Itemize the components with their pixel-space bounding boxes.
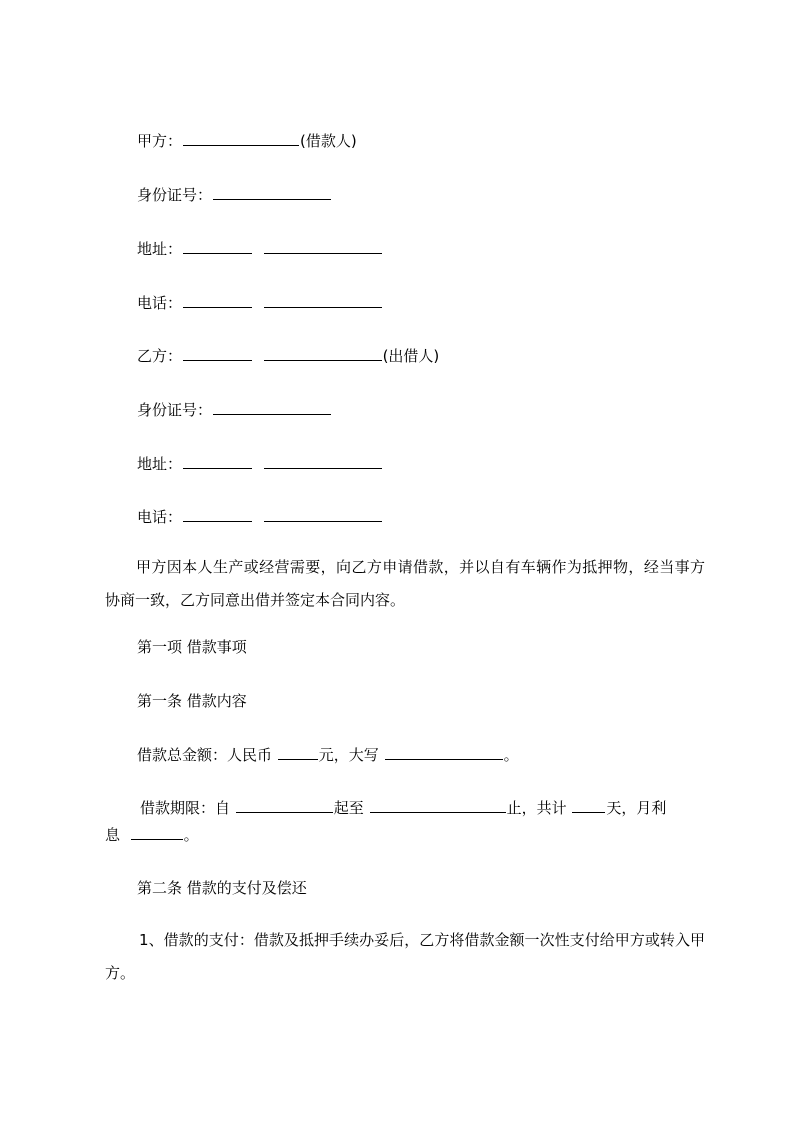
loan-term-line-2: [105, 825, 199, 845]
loan-amount-line: [137, 745, 519, 765]
party-b-phone-line: [137, 507, 383, 527]
loan-term-days-field[interactable]: [572, 798, 605, 813]
loan-term-from-suffix: 起至: [333, 799, 364, 817]
party-a-id-field[interactable]: [213, 185, 331, 200]
party-a-address-field-2[interactable]: [264, 239, 382, 254]
party-a-line: [137, 131, 357, 151]
party-a-phone-line: [137, 293, 383, 313]
party-b-id-line: [137, 400, 332, 420]
article-2-title: 第二条 借款的支付及偿还: [137, 879, 307, 897]
section-1-title: 第一项 借款事项: [137, 638, 247, 656]
party-a-address-field-1[interactable]: [183, 239, 252, 254]
party-a-id-line: [137, 185, 332, 205]
loan-term-to-suffix: 止，共计: [506, 799, 567, 817]
party-b-address-line: [137, 454, 383, 474]
loan-term-end: 。: [183, 826, 199, 844]
loan-term-line-1: [140, 798, 666, 818]
party-b-role: (出借人): [382, 347, 440, 365]
loan-amount-field[interactable]: [278, 745, 318, 760]
party-b-line: [137, 346, 439, 366]
party-a-name-field[interactable]: [183, 131, 299, 146]
party-b-address-field-1[interactable]: [183, 454, 252, 469]
loan-amount-end: 。: [503, 746, 519, 764]
intro-paragraph: 甲方因本人生产或经营需要，向乙方申请借款，并以自有车辆作为抵押物，经当事方协商一致，乙方同意出借并签定本合同内容。: [105, 558, 705, 609]
loan-term-label: 借款期限：自: [140, 799, 231, 817]
party-b-phone-field-1[interactable]: [183, 507, 252, 522]
party-a-phone-label: 电话：: [137, 294, 183, 312]
loan-term-interest-field[interactable]: [131, 825, 183, 840]
party-b-address-label: 地址：: [137, 455, 183, 473]
party-a-address-line: [137, 239, 383, 259]
party-b-name-field-1[interactable]: [183, 346, 252, 361]
loan-amount-label: 借款总金额：人民币: [137, 746, 273, 764]
loan-amount-unit: 元，大写: [318, 746, 379, 764]
payment-clause: 1、借款的支付：借款及抵押手续办妥后，乙方将借款金额一次性支付给甲方或转入甲方。: [105, 931, 705, 982]
party-a-id-label: 身份证号：: [137, 186, 213, 204]
loan-term-days-suffix: 天，月利: [606, 799, 667, 817]
loan-term-end-field[interactable]: [370, 798, 506, 813]
party-a-phone-field-2[interactable]: [264, 293, 382, 308]
party-b-id-label: 身份证号：: [137, 401, 213, 419]
party-b-phone-label: 电话：: [137, 508, 183, 526]
party-b-name-field-2[interactable]: [264, 346, 382, 361]
party-a-label: 甲方：: [137, 132, 183, 150]
party-a-phone-field-1[interactable]: [183, 293, 252, 308]
article-1-title: 第一条 借款内容: [137, 692, 247, 710]
party-a-address-label: 地址：: [137, 240, 183, 258]
party-b-id-field[interactable]: [213, 400, 331, 415]
loan-amount-uppercase-field[interactable]: [385, 745, 503, 760]
party-a-role: (借款人): [300, 132, 357, 150]
loan-term-start-field[interactable]: [236, 798, 333, 813]
party-b-label: 乙方：: [137, 347, 183, 365]
party-b-address-field-2[interactable]: [264, 454, 382, 469]
loan-term-interest-label: 息: [105, 826, 121, 844]
party-b-phone-field-2[interactable]: [264, 507, 382, 522]
